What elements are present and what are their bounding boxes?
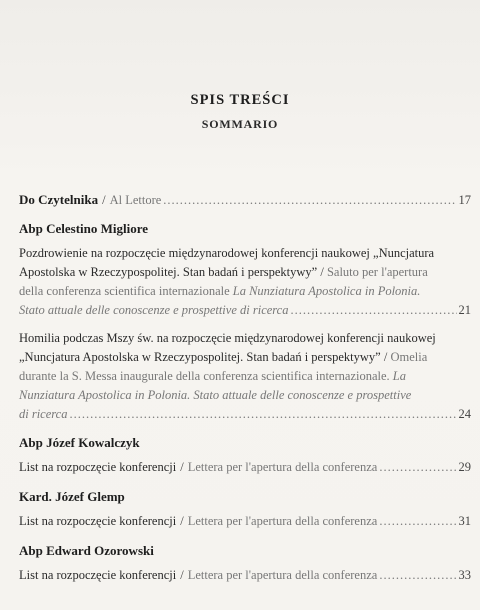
entry-line-it: Omelia bbox=[390, 350, 428, 364]
entry-title-pl: List na rozpoczęcie konferencji bbox=[19, 568, 177, 582]
separator: / bbox=[180, 568, 184, 582]
dot-leader bbox=[69, 405, 456, 424]
entry-line-it-italic: Stato attuale delle conoscenze e prospettive di ricerca bbox=[19, 303, 289, 317]
page-number: 24 bbox=[458, 407, 471, 421]
entry-title-it: Lettera per l'apertura della conferenza bbox=[187, 514, 378, 528]
entry-title-it: Al Lettore bbox=[109, 193, 162, 207]
toc-entry-migliore-homily[interactable] bbox=[19, 329, 471, 424]
entry-title-pl: Do Czytelnika bbox=[19, 192, 99, 207]
author-heading: Abp Józef Kowalczyk bbox=[19, 435, 140, 450]
dot-leader bbox=[290, 301, 456, 320]
toc-entry-ozorowski-letter[interactable] bbox=[19, 566, 471, 585]
entry-line: Apostolska w Rzeczypospolitej. Stan badań i perspektywy” bbox=[19, 265, 318, 279]
author-heading: Abp Celestino Migliore bbox=[19, 221, 149, 236]
page-number: 21 bbox=[458, 303, 471, 317]
page-title: SPIS TREŚCI bbox=[190, 92, 290, 108]
dot-leader bbox=[379, 566, 456, 585]
dot-leader bbox=[163, 191, 456, 210]
entry-line-it-italic: La bbox=[392, 369, 406, 383]
separator: / bbox=[383, 350, 388, 364]
page-subtitle: SOMMARIO bbox=[201, 117, 279, 131]
page-number: 33 bbox=[458, 568, 471, 582]
separator: / bbox=[180, 514, 184, 528]
page-number: 17 bbox=[458, 193, 471, 207]
separator: / bbox=[180, 460, 184, 474]
entry-line: Homilia podczas Mszy św. na rozpoczęcie międzynarodowej konferencji naukowej bbox=[19, 331, 436, 345]
author-heading: Abp Edward Ozorowski bbox=[19, 543, 154, 558]
toc-entry-glemp-letter[interactable] bbox=[19, 512, 471, 531]
entry-title-pl: List na rozpoczęcie konferencji bbox=[19, 460, 177, 474]
entry-title-pl: List na rozpoczęcie konferencji bbox=[19, 514, 177, 528]
entry-line-it-italic: Nunziatura Apostolica in Polonia. Stato attuale delle conoscenze e prospettive bbox=[19, 388, 412, 402]
toc-entry-readers[interactable] bbox=[19, 190, 471, 210]
entry-line: „Nuncjatura Apostolska w Rzeczypospolitej. Stan badań i perspektywy” bbox=[19, 350, 381, 364]
entry-line-it-italic: di ricerca bbox=[19, 407, 68, 421]
entry-line-it: durante la S. Messa inaugurale della conferenza scientifica internazionale. bbox=[19, 369, 390, 383]
entry-line: Pozdrowienie na rozpoczęcie międzynarodowej konferencji naukowej „Nuncjatura bbox=[19, 246, 435, 260]
page-number: 29 bbox=[458, 460, 471, 474]
author-heading: Kard. Józef Glemp bbox=[19, 489, 125, 504]
table-of-contents bbox=[19, 190, 471, 585]
toc-entry-kowalczyk-letter[interactable] bbox=[19, 458, 471, 477]
dot-leader bbox=[379, 458, 456, 477]
entry-line-it-italic: La Nunziatura Apostolica in Polonia. bbox=[232, 284, 421, 298]
toc-entry-migliore-greeting[interactable] bbox=[19, 244, 471, 320]
page-number: 31 bbox=[458, 514, 471, 528]
entry-line-it: Saluto per l'apertura bbox=[326, 265, 428, 279]
entry-title-it: Lettera per l'apertura della conferenza bbox=[187, 460, 378, 474]
separator: / bbox=[102, 193, 106, 207]
entry-line-it: della conferenza scientifica internazionale bbox=[19, 284, 230, 298]
entry-title-it: Lettera per l'apertura della conferenza bbox=[187, 568, 378, 582]
separator: / bbox=[320, 265, 324, 279]
dot-leader bbox=[379, 512, 456, 531]
